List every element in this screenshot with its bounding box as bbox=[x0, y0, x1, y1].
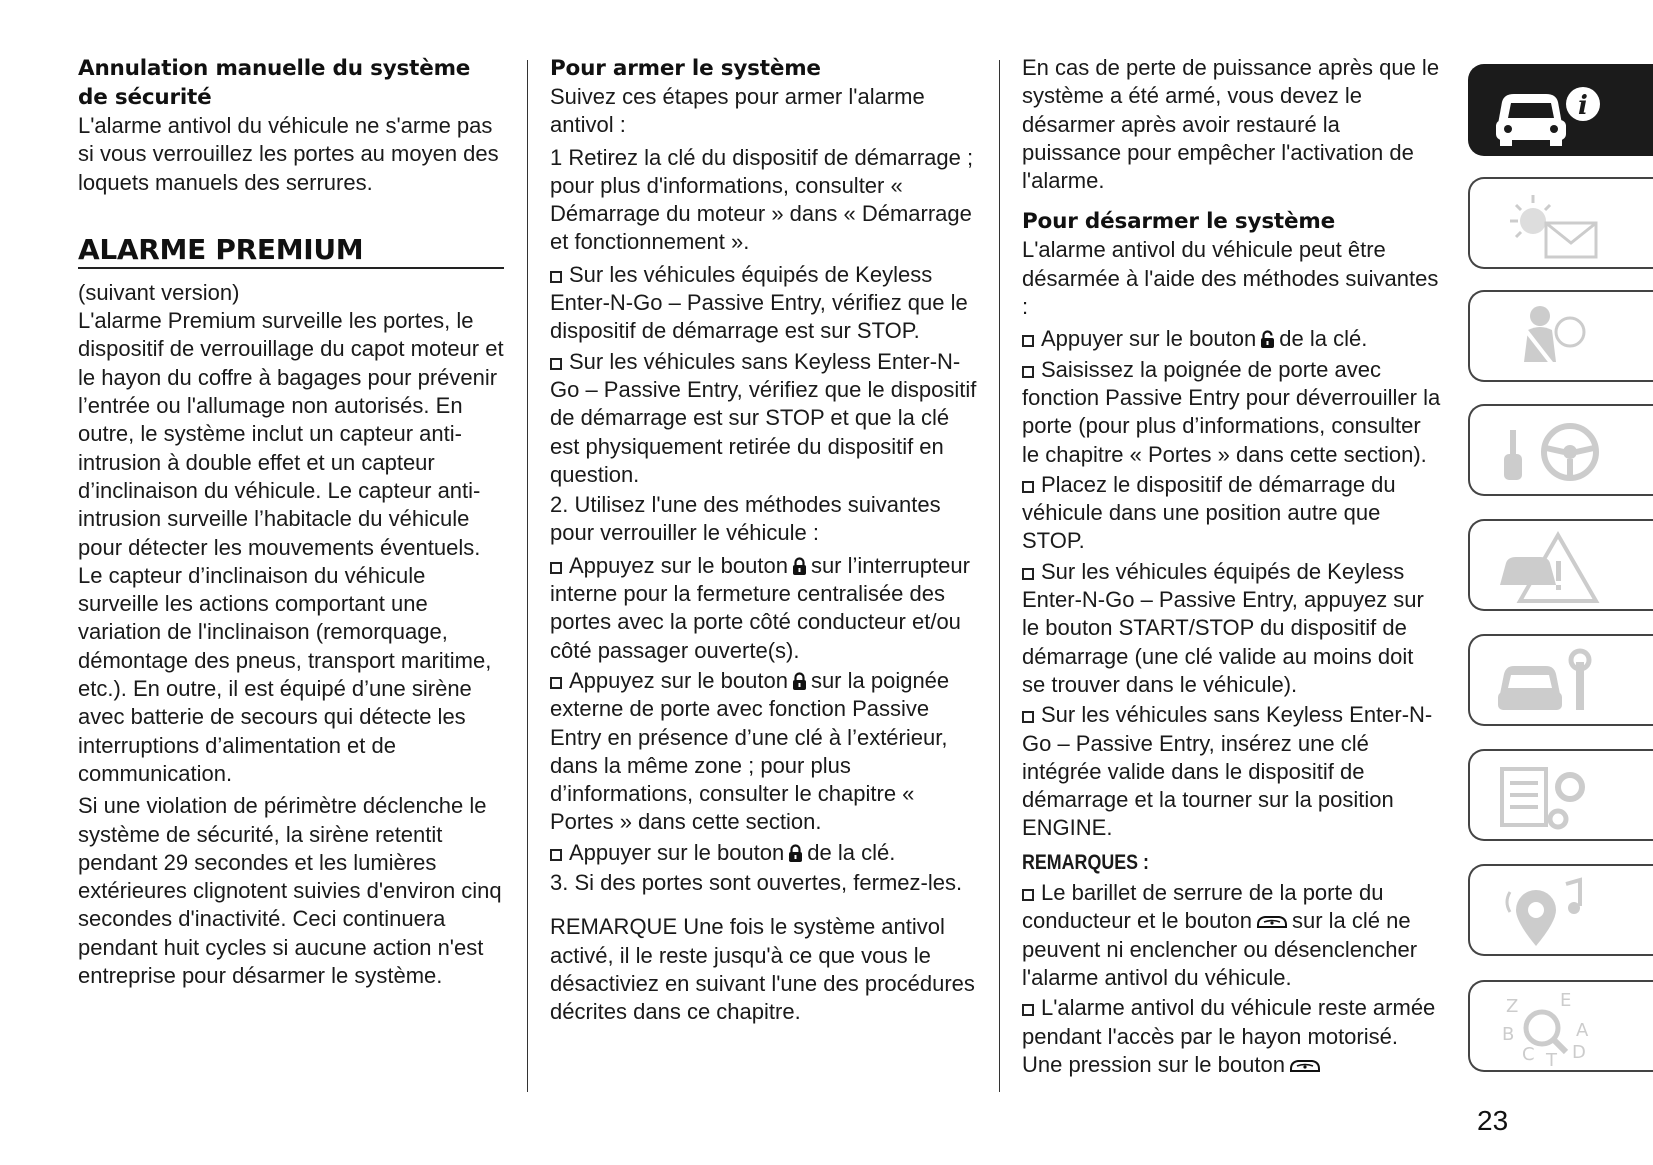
list-item: Le barillet de serrure de la porte du conducteur et le bouton sur la clé ne peuvent ni enclencher ou désenclencher l'alarme antivol du véhicule. bbox=[1022, 880, 1418, 990]
list-item: L'alarme antivol du véhicule reste armée pendant l'accès par le hayon motorisé. Une pression sur le bouton bbox=[1022, 995, 1436, 1077]
emergency-warning-icon bbox=[1488, 527, 1608, 607]
heading-manual-override: Annulation manuelle du système de sécurité bbox=[78, 56, 471, 110]
tab-emergency[interactable] bbox=[1468, 519, 1653, 611]
section-title-premium-alarm: ALARME PREMIUM bbox=[78, 233, 504, 269]
list-item: Sur les véhicules sans Keyless Enter-N-Go – Passive Entry, vérifiez que le dispositif de démarrage est sur STOP et que la clé est physiquement retirée du dispositif en question. bbox=[550, 348, 977, 487]
bullet-box-icon bbox=[1022, 889, 1034, 901]
paragraph-arm-intro: Suivez ces étapes pour armer l'alarme antivol : bbox=[550, 84, 925, 138]
list-item: Sur les véhicules sans Keyless Enter-N-Go – Passive Entry, insérez une clé intégrée valide dans le dispositif de démarrage et la tourner sur la position ENGINE. bbox=[1022, 702, 1433, 841]
page-number: 23 bbox=[1477, 1105, 1509, 1136]
tab-technical-specs[interactable] bbox=[1468, 749, 1653, 841]
column-divider-1 bbox=[527, 60, 528, 1092]
paragraph-disarm-intro: L'alarme antivol du véhicule peut être désarmée à l'aide des méthodes suivantes : bbox=[1022, 237, 1439, 320]
unlock-icon bbox=[1260, 330, 1275, 348]
note-arm: REMARQUE Une fois le système antivol activé, il le reste jusqu'à ce que vous le désactiviez en suivant l'une des procédures décrites dans ce chapitre. bbox=[550, 914, 975, 1025]
safety-airbag-icon bbox=[1488, 298, 1608, 378]
svg-text:E: E bbox=[1560, 990, 1572, 1011]
car-maintenance-icon bbox=[1488, 642, 1608, 722]
bullet-box-icon bbox=[1022, 366, 1034, 378]
step-2: 2. Utilisez l'une des méthodes suivantes pour verrouiller le véhicule : bbox=[550, 492, 941, 546]
bullet-box-icon bbox=[550, 358, 562, 370]
tab-maintenance[interactable] bbox=[1468, 634, 1653, 726]
tab-starting-driving[interactable] bbox=[1468, 404, 1653, 496]
bullet-box-icon bbox=[550, 849, 562, 861]
trunk-keyfob-icon bbox=[1288, 1057, 1322, 1075]
list-item: Sur les véhicules équipés de Keyless Enter-N-Go – Passive Entry, appuyez sur le bouton START/STOP du dispositif de démarrage (une clé valide au moins doit se trouver dans le véhicule). bbox=[1022, 558, 1424, 697]
list-item: Appuyez sur le bouton sur l’interrupteur interne pour la fermeture centralisée des portes avec la porte côté conducteur et/ou côté passager ouverte(s). bbox=[550, 552, 970, 663]
multimedia-icon bbox=[1488, 872, 1608, 952]
bullet-box-icon bbox=[550, 562, 562, 574]
lights-messages-icon bbox=[1488, 185, 1608, 265]
technical-specs-icon bbox=[1488, 757, 1608, 837]
svg-text:D: D bbox=[1572, 1042, 1586, 1063]
list-item: Placez le dispositif de démarrage du véhicule dans une position autre que STOP. bbox=[1022, 471, 1396, 554]
remarks-label: REMARQUES : bbox=[1022, 850, 1149, 874]
paragraph-siren-behavior: Si une violation de périmètre déclenche le système de sécurité, la sirène retentit pendant 29 secondes et les lumières extérieures clignotent suivies d'environ cinq secondes d'inactivité. Ceci continuera pendant huit cycles si aucune action n'est entreprise pour désarmer le système. bbox=[78, 793, 502, 989]
svg-text:T: T bbox=[1546, 1050, 1557, 1068]
column-2 bbox=[550, 54, 980, 1031]
bullet-box-icon bbox=[1022, 481, 1034, 493]
list-item: Sur les véhicules équipés de Keyless Enter-N-Go – Passive Entry, vérifiez que le dispositif de démarrage est sur STOP. bbox=[550, 261, 968, 344]
tab-lights-messages[interactable] bbox=[1468, 177, 1653, 269]
paragraph-version: (suivant version) bbox=[78, 279, 240, 305]
paragraph-power-loss: En cas de perte de puissance après que le système a été armé, vous devez le désarmer après avoir restauré la puissance pour empêcher l'activation de l'alarme. bbox=[1022, 55, 1440, 194]
index-search-icon bbox=[1488, 988, 1608, 1068]
bullet-box-icon bbox=[550, 271, 562, 283]
tab-car-info[interactable] bbox=[1468, 64, 1653, 156]
svg-text:B: B bbox=[1502, 1024, 1515, 1045]
column-1 bbox=[78, 54, 504, 994]
bullet-box-icon bbox=[1022, 335, 1034, 347]
car-info-icon bbox=[1488, 72, 1608, 152]
column-3 bbox=[1022, 54, 1442, 1081]
list-item: Appuyer sur le bouton de la clé. bbox=[550, 839, 980, 867]
bullet-box-icon bbox=[550, 677, 562, 689]
svg-text:i: i bbox=[1578, 91, 1588, 121]
tab-multimedia[interactable] bbox=[1468, 864, 1653, 956]
heading-arm-system: Pour armer le système bbox=[550, 56, 821, 81]
svg-text:Z: Z bbox=[1506, 996, 1519, 1017]
lock-icon bbox=[792, 672, 807, 690]
heading-disarm-system: Pour désarmer le système bbox=[1022, 209, 1335, 235]
column-divider-2 bbox=[999, 60, 1000, 1092]
tab-index[interactable] bbox=[1468, 980, 1653, 1072]
lock-icon bbox=[788, 844, 803, 862]
step-1: 1 Retirez la clé du dispositif de démarrage ; pour plus d'informations, consulter « Démarrage du moteur » dans « Démarrage et fonctionnement ». bbox=[550, 144, 974, 255]
svg-text:A: A bbox=[1576, 1020, 1589, 1041]
trunk-keyfob-icon bbox=[1255, 913, 1289, 931]
list-item: Appuyez sur le bouton sur la poignée externe de porte avec fonction Passive Entry en présence d’une clé à l’extérieur, dans la même zone ; pour plus d’informations, consulter le chapitre « Portes » dans cette section. bbox=[550, 667, 950, 835]
paragraph-manual-locks: L'alarme antivol du véhicule ne s'arme pas si vous verrouillez les portes au moyen des loquets manuels des serrures. bbox=[78, 113, 499, 195]
bullet-box-icon bbox=[1022, 1004, 1034, 1016]
step-3: 3. Si des portes sont ouvertes, fermez-les. bbox=[550, 870, 963, 896]
key-steering-icon bbox=[1488, 412, 1608, 492]
bullet-box-icon bbox=[1022, 711, 1034, 723]
lock-icon bbox=[792, 557, 807, 575]
tab-safety[interactable] bbox=[1468, 290, 1653, 382]
paragraph-premium-description: L'alarme Premium surveille les portes, le dispositif de verrouillage du capot moteur et le hayon du coffre à bagages pour prévenir l’entrée ou l'allumage non autorisés. En outre, le système inclut un capteur anti-intrusion à double effet et un capteur d’inclinaison du véhicule. Le capteur anti-intrusion surveille l’habitacle du véhicule pour détecter les mouvements éventuels. Le capteur d’inclinaison du véhicule surveille les actions comportant une variation de l'inclinaison (remorquage, démontage des pneus, transport maritime, etc.). En outre, il est équipé d’une sirène avec batterie de secours qui détecte les interruptions d’alimentation et de communication. bbox=[78, 308, 504, 786]
bullet-box-icon bbox=[1022, 568, 1034, 580]
list-item: Appuyer sur le bouton de la clé. bbox=[1022, 325, 1442, 353]
svg-text:C: C bbox=[1522, 1044, 1535, 1065]
list-item: Saisissez la poignée de porte avec fonction Passive Entry pour déverrouiller la porte (pour plus d’informations, consulter le chapitre « Portes » dans cette section). bbox=[1022, 356, 1441, 467]
